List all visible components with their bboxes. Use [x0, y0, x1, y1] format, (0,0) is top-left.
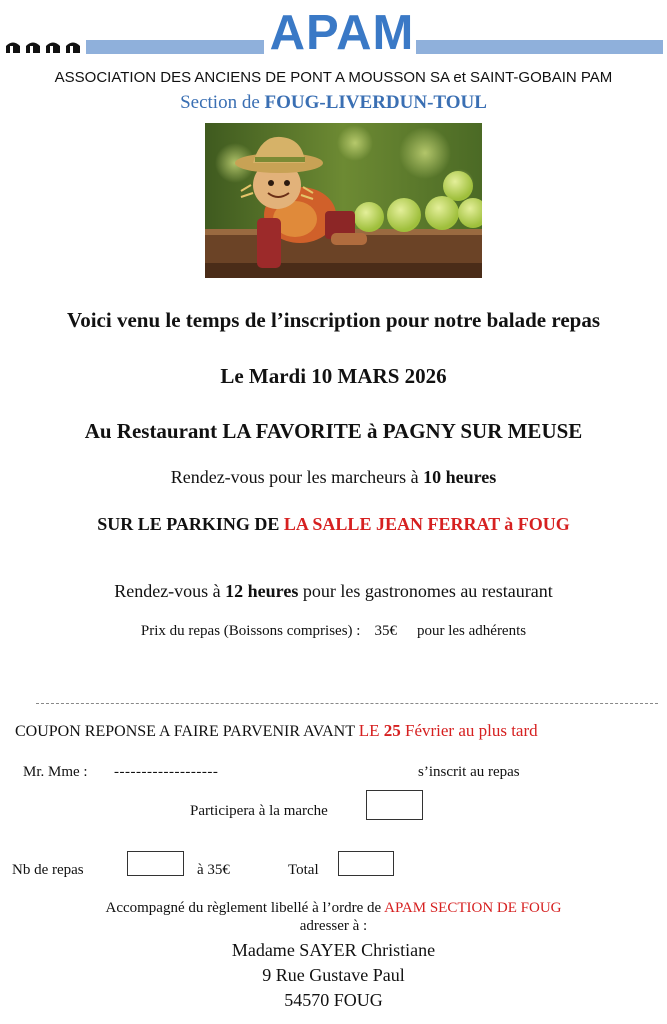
meal-unit-price: à 35€ [197, 862, 230, 878]
payment-payee: APAM SECTION DE FOUG [384, 900, 562, 916]
coupon-title [15, 721, 538, 741]
header-bar-right [416, 40, 663, 54]
deadline-day: 25 [383, 721, 401, 740]
walk-participation-label: Participera à la marche [190, 803, 328, 819]
name-field[interactable]: ------------------- [114, 764, 219, 780]
payment-prefix: Accompagné du règlement libellé à l’ordre de [105, 900, 385, 916]
gourmets-suffix: pour les gastronomes au restaurant [298, 581, 553, 601]
coupon-deadline [359, 721, 538, 740]
walkers-meeting [0, 467, 667, 488]
total-label: Total [288, 862, 319, 878]
meal-count-label: Nb de repas [12, 862, 84, 878]
event-date: Le Mardi 10 MARS 2026 [220, 364, 447, 388]
inscription-text: s’inscrit au repas [418, 764, 520, 780]
walk-participation-box[interactable] [366, 790, 423, 820]
total-box[interactable] [338, 851, 394, 876]
price-label: Prix du repas (Boissons comprises) : [140, 623, 361, 639]
section-name: FOUG-LIVERDUN-TOUL [264, 92, 487, 113]
deadline-rest: Février au plus tard [400, 721, 538, 740]
header-bar-left [86, 40, 264, 54]
walkers-time: 10 heures [423, 467, 497, 487]
address-street: 9 Rue Gustave Paul [262, 965, 405, 985]
send-to-label: adresser à : [299, 918, 368, 934]
cut-line-divider [36, 703, 658, 704]
payment-line [0, 900, 667, 917]
name-label: Mr. Mme : [23, 764, 88, 780]
price-suffix: pour les adhérents [416, 623, 527, 639]
section-title [0, 92, 667, 114]
section-prefix: Section de [180, 92, 265, 113]
gourmets-prefix: Rendez-vous à [114, 581, 226, 601]
price-line [0, 623, 667, 640]
gourmets-meeting [0, 581, 667, 602]
walkers-prefix: Rendez-vous pour les marcheurs à [170, 467, 424, 487]
address-city: 54570 FOUG [284, 990, 383, 1010]
address-name: Madame SAYER Christiane [231, 940, 436, 960]
factory-roof-icon [4, 38, 84, 54]
intro-text: Voici venu le temps de l’inscription pour notre balade repas [66, 308, 600, 332]
restaurant-line: Au Restaurant LA FAVORITE à PAGNY SUR MEUSE [84, 419, 583, 443]
coupon-title-prefix: COUPON REPONSE A FAIRE PARVENIR AVANT [15, 723, 359, 740]
meal-count-box[interactable] [127, 851, 184, 876]
scarecrow-figurine-photo [205, 123, 482, 278]
brand-title: APAM [269, 6, 415, 60]
deadline-le: LE [358, 721, 384, 740]
association-name: ASSOCIATION DES ANCIENS DE PONT A MOUSSON SA et SAINT-GOBAIN PAM [54, 69, 613, 86]
parking-line [0, 514, 667, 535]
parking-place: LA SALLE JEAN FERRAT à FOUG [283, 514, 570, 534]
parking-prefix: SUR LE PARKING DE [97, 514, 284, 534]
price-value: 35€ [374, 623, 397, 639]
gourmets-time: 12 heures [225, 581, 299, 601]
